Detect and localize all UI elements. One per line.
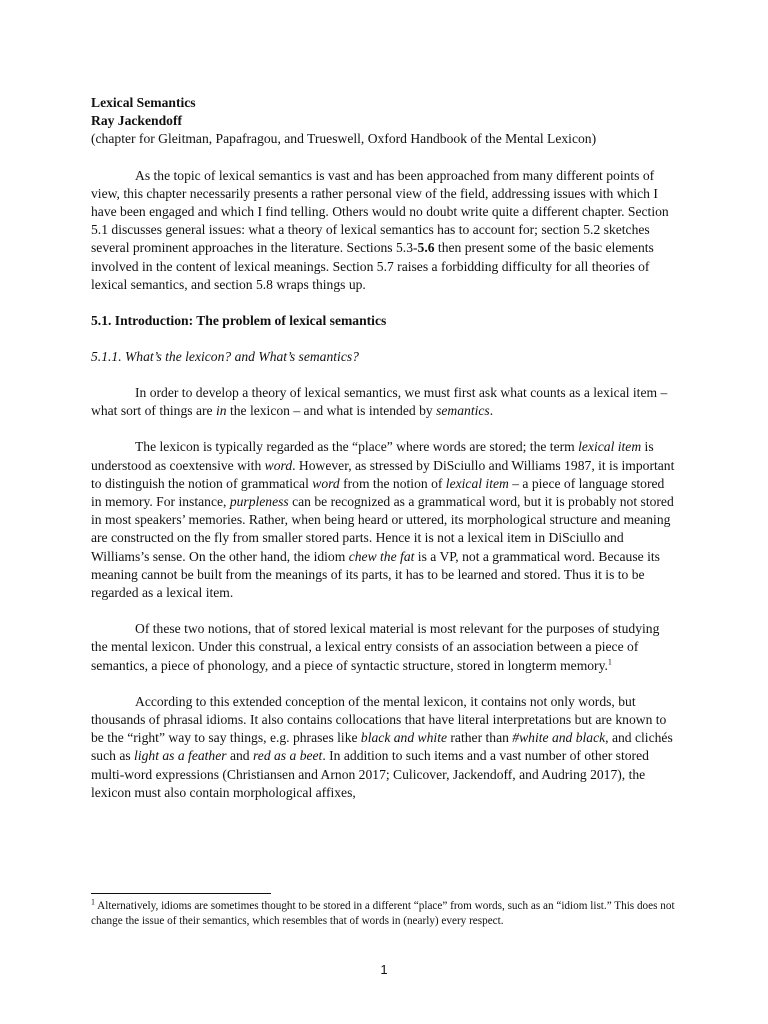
footnote-text: Alternatively, idioms are sometimes thought to be stored in a different “place” from words, such as an “idiom list.” This does not change the issue of their semantics, which resembles that of words in (nearly) every respect. — [91, 900, 675, 927]
italic-run: word — [312, 475, 340, 491]
page-number: 1 — [380, 962, 388, 977]
text-run: According to this extended conception of the mental lexicon, it contains not only words, but thousands of phrasal idioms. It also contains collocations that have literal interpretations but are known to be the “right” way to say things, e.g. phrases like — [91, 693, 667, 746]
text-run: , and clichés such as — [91, 730, 673, 764]
text-run: from the notion of — [339, 475, 446, 491]
text-run: and — [226, 748, 253, 764]
footnote-marker: 1 — [91, 897, 95, 907]
subsection-heading: 5.1.1. What’s the lexicon? and What’s semantics? — [91, 349, 359, 365]
text-run: . In addition to such items and a vast number of other stored multi-word expressions (Christiansen and Arnon 2017; Culicover, Jackendoff, and Audring 2017), the lexicon must also contain morphological affixes, — [91, 748, 649, 800]
intro-paragraph — [91, 167, 676, 294]
paragraph-lexical-item — [91, 438, 676, 602]
italic-run: in — [215, 403, 227, 419]
text-run: The lexicon is typically regarded as the “place” where words are stored; the term — [135, 439, 579, 455]
text-run: is a VP, not a grammatical word. Because its meaning cannot be built from the meanings of its parts, it has to be learned and stored. Thus it is to be regarded as a lexical item. — [91, 548, 660, 601]
text-run: . — [489, 403, 494, 419]
italic-run: semantics — [436, 403, 490, 419]
paragraph-extended-lexicon — [91, 693, 676, 802]
italic-run: lexical item — [445, 475, 509, 491]
italic-run: purpleness — [229, 494, 289, 510]
chapter-note: (chapter for Gleitman, Papafragou, and Trueswell, Oxford Handbook of the Mental Lexicon) — [91, 131, 597, 147]
italic-run: word — [264, 457, 293, 473]
text-run: can be recognized as a grammatical word, but it is probably not stored in most speakers’ memories. Rather, when being heard or uttered, its morphological structure and meaning are constructed on the fly from smaller stored parts. Hence it is not a lexical item in DiSciullo and Williams’s sense. On the other hand, the idiom — [91, 494, 674, 564]
text-run: . However, as stressed by DiSciullo and Williams 1987, it is important to distinguish the notion of grammatical — [91, 457, 675, 491]
italic-run: light as a feather — [134, 748, 227, 764]
title-block — [91, 94, 676, 149]
text-run: Of these two notions, that of stored lexical material is most relevant for the purposes of studying the mental lexicon. Under this construal, a lexical entry consists of an association between a piece of semantics, a piece of phonology, and a piece of syntactic structure, stored in longterm memory. — [91, 621, 660, 673]
paragraph-stored-material — [91, 620, 676, 675]
text-run: – a piece of language stored in memory. For instance, — [91, 475, 665, 510]
italic-run: lexical item — [578, 439, 642, 455]
text-run: rather than — [447, 730, 513, 746]
footnote-divider — [91, 893, 271, 894]
italic-run: red as a beet — [253, 748, 323, 764]
text-run: In order to develop a theory of lexical semantics, we must first ask what counts as a lexical item – what sort of things are — [91, 385, 668, 419]
italic-run: chew the fat — [348, 548, 415, 564]
document-page — [91, 94, 676, 802]
italic-run: #white and black — [512, 730, 606, 746]
italic-run: black and white — [360, 730, 447, 746]
footnote — [91, 899, 681, 928]
text-run: the lexicon – and what is intended by — [226, 403, 437, 419]
intro-text-rest: then present some of the basic elements involved in the content of lexical meanings. Section 5.7 raises a forbidding difficulty for all theories of lexical semantics, and section 5.8 wraps things up. — [91, 240, 654, 292]
text-run: is understood as coextensive with — [91, 439, 654, 473]
footnote-reference[interactable]: 1 — [607, 657, 612, 667]
author-name: Ray Jackendoff — [91, 113, 183, 129]
intro-text: As the topic of lexical semantics is vast and has been approached from many different points of view, this chapter necessarily presents a rather personal view of the field, addressing issues with which I have been engaged and which I find telling. Others would no doubt write quite a different chapter. Section 5.1 discusses general issues: what a theory of lexical semantics has to account for; section 5.2 sketches several prominent approaches in the literature. Sections 5.3- — [91, 167, 669, 256]
paragraph-lexicon-question — [91, 384, 676, 420]
section-heading: 5.1. Introduction: The problem of lexical semantics — [91, 313, 387, 329]
document-title: Lexical Semantics — [91, 95, 196, 110]
intro-bold-ref: 5.6 — [417, 240, 435, 256]
